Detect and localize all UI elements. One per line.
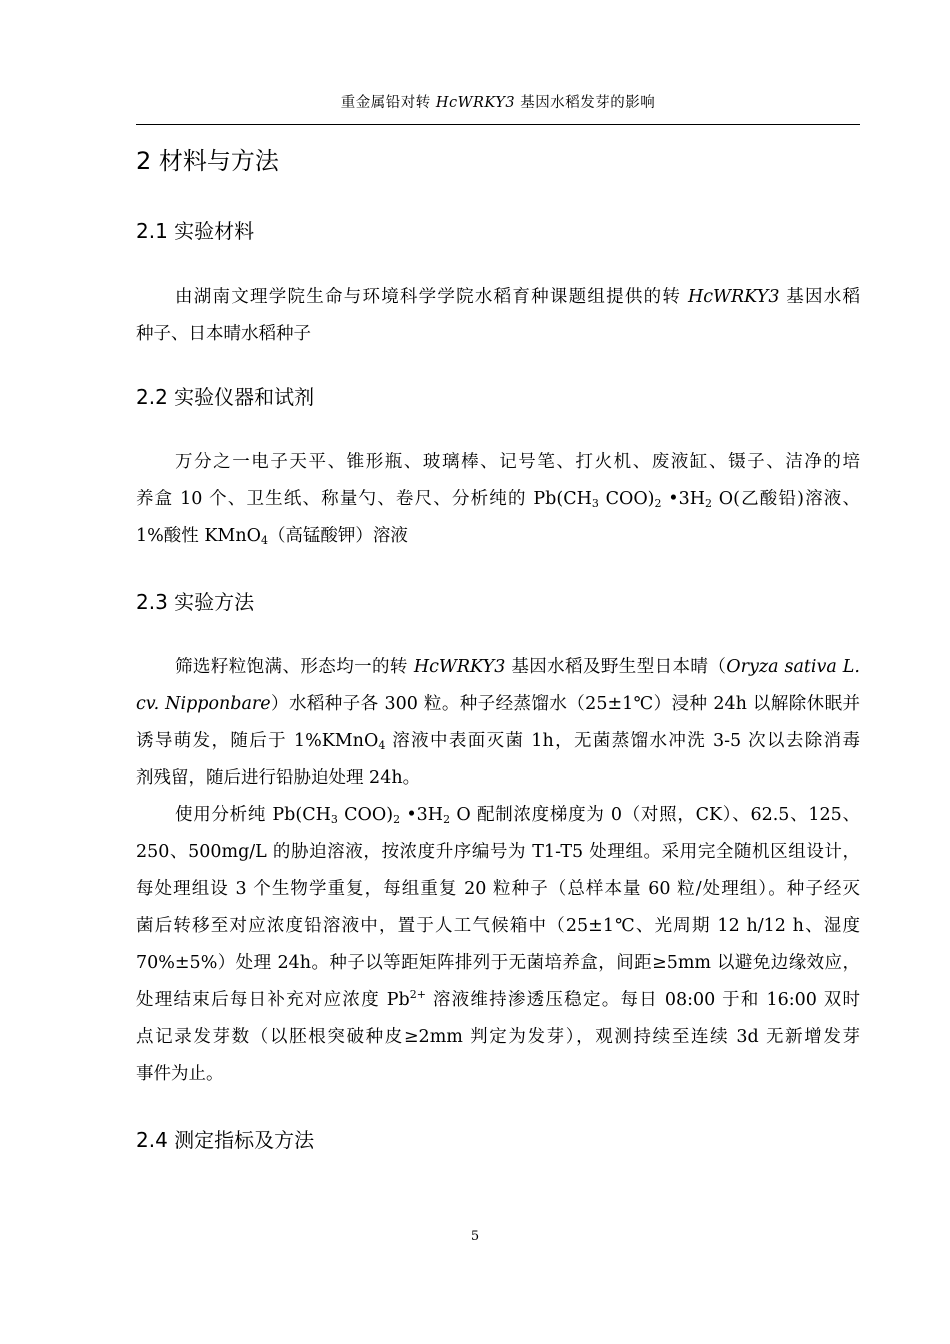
paragraph-line: 1%酸性 KMnO$_4$（高锰酸钾）溶液: [136, 526, 408, 547]
paragraph-line: 诱导萌发，随后于 1%KMnO$_4$ 溶液中表面灭菌 1h，无菌蒸馏水冲洗 3-5 次以去除消毒: [136, 731, 860, 752]
paragraph-line: 每处理组设 3 个生物学重复，每组重复 20 粒种子（总样本量 60 粒/处理组）。种子经灭: [136, 879, 860, 899]
header-divider: [136, 124, 860, 125]
gene-name: HcWRKY3: [687, 287, 780, 307]
paragraph-line: 70%±5%）处理 24h。种子以等距矩阵排列于无菌培养盒，间距≥5mm 以避免边缘效应，: [136, 953, 860, 973]
paragraph-line: 250、500mg/L 的胁迫溶液，按浓度升序编号为 T1-T5 处理组。采用完全随机区组设计，: [136, 842, 860, 862]
paragraph-line: 点记录发芽数（以胚根突破种皮≥2mm 判定为发芽），观测持续至连续 3d 无新增发芽: [136, 1027, 860, 1047]
paragraph-line: 由湖南文理学院生命与环境科学学院水稻育种课题组提供的转 HcWRKY3 基因水稻: [175, 287, 861, 307]
paragraph-line: 筛选籽粒饱满、形态均一的转 HcWRKY3 基因水稻及野生型日本晴（Oryza sativa L.: [175, 657, 860, 677]
page-number: 5: [470, 1229, 480, 1244]
species-name: Oryza sativa L.: [726, 657, 860, 677]
paragraph-line: 处理结束后每日补充对应浓度 $Pb^{2+}$ 溶液维持渗透压稳定。每日 08:00 于和 16:00 双时: [136, 988, 860, 1010]
paragraph-line: 事件为止。: [136, 1064, 224, 1084]
paragraph-line: 种子、日本晴水稻种子: [136, 324, 311, 344]
section-heading-methods: 2.3 实验方法: [136, 590, 255, 614]
paragraph-line: cv. Nipponbare）水稻种子各 300 粒。种子经蒸馏水（25±1℃）浸种 24h 以解除休眠并: [136, 694, 860, 714]
paragraph-line: 菌后转移至对应浓度铅溶液中，置于人工气候箱中（25±1℃、光周期 12 h/12 h、湿度: [136, 916, 860, 936]
paragraph-line: 养盒 10 个、卫生纸、称量勺、卷尺、分析纯的 $Pb(CH_3$ $COO)_2$ $•3H_2$ O(乙酸铅)溶液、: [136, 489, 860, 510]
header-title-suffix: 基因水稻发芽的影响: [515, 95, 656, 111]
cultivar-name: cv. Nipponbare: [136, 694, 271, 714]
paragraph-line: 万分之一电子天平、锥形瓶、玻璃棒、记号笔、打火机、废液缸、镊子、洁净的培: [175, 452, 860, 472]
paragraph-line: 剂残留，随后进行铅胁迫处理 24h。: [136, 768, 421, 788]
gene-name: HcWRKY3: [413, 657, 506, 677]
header-gene-name: HcWRKY3: [435, 95, 516, 111]
paragraph-line: 使用分析纯 $Pb(CH_3$ $COO)_2$ $•3H_2$ O 配制浓度梯度为 0（对照，CK）、62.5、125、: [175, 805, 860, 826]
section-heading-instruments: 2.2 实验仪器和试剂: [136, 385, 315, 409]
section-heading-measurements: 2.4 测定指标及方法: [136, 1128, 315, 1152]
running-header: [136, 93, 860, 113]
section-heading-materials: 2.1 实验材料: [136, 219, 255, 243]
chapter-heading: 2 材料与方法: [136, 147, 279, 175]
header-title-prefix: 重金属铅对转: [340, 95, 436, 111]
